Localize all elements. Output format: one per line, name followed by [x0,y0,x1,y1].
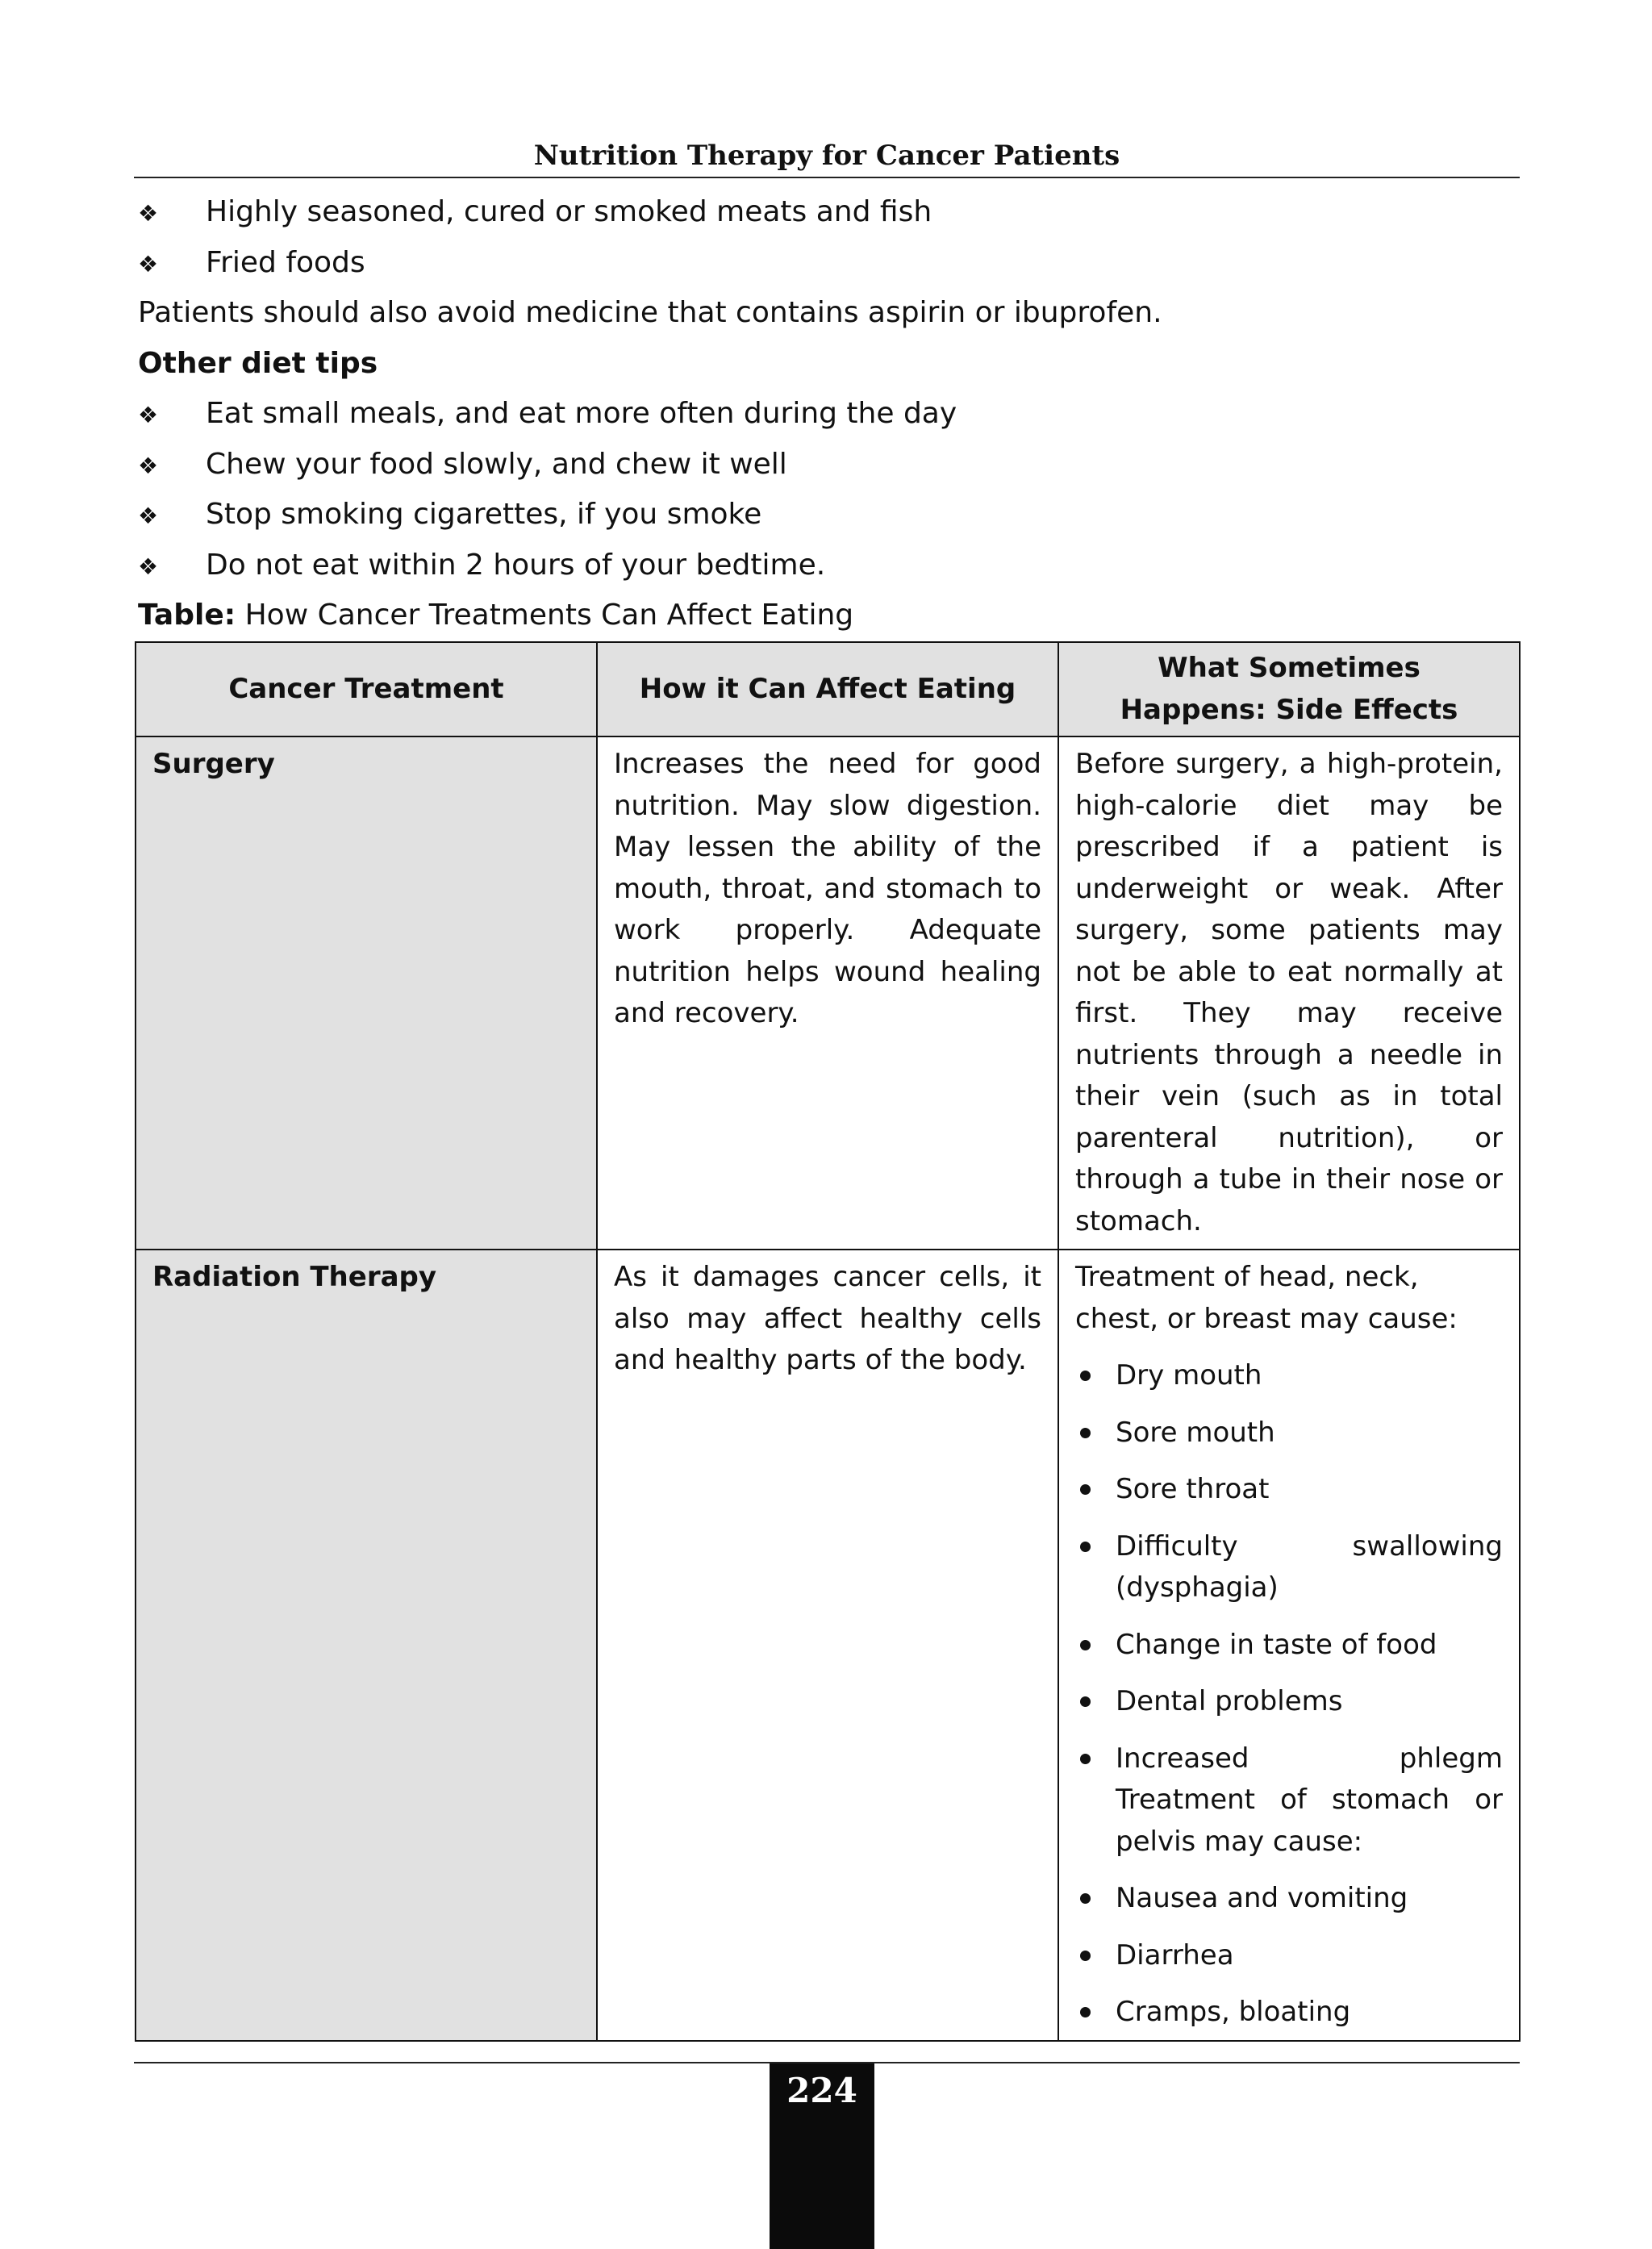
avoid-item [138,192,932,234]
tip-text: Chew your food slowly, and chew it well [206,448,787,481]
list-item-text: Dry mouth [1116,1359,1262,1392]
list-item-text: Change in taste of food [1116,1628,1437,1661]
bullet-dot-icon [1080,1640,1091,1650]
tip-item [138,494,761,536]
tip-item [138,444,787,486]
side-effects-list [1075,1355,1503,2034]
avoid-item-text: Highly seasoned, cured or smoked meats and fish [206,195,932,228]
list-item [1075,1412,1503,1454]
table-caption [138,595,853,636]
bullet-dot-icon [1080,1696,1091,1707]
bullet-dot-icon [1080,1484,1091,1495]
tip-item [138,545,825,587]
avoid-item-text: Fried foods [206,246,365,279]
bullet-dot-icon [1080,1371,1091,1381]
header-rule [134,177,1520,178]
treatments-table [135,641,1521,2042]
bullet-dot-icon [1080,1893,1091,1904]
list-item [1075,1935,1503,1977]
column-header [1058,642,1520,736]
bullet-dot-icon [1080,1428,1091,1438]
list-item-text: Sore throat [1116,1473,1270,1505]
avoid-item [138,243,365,285]
list-item-text: Nausea and vomiting [1116,1882,1408,1914]
treatment-cell: Radiation Therapy [136,1250,597,2041]
table-caption-label: Table: [138,599,236,632]
bullet-dot-icon [1080,2007,1091,2017]
tips-heading: Other diet tips [138,347,378,380]
list-item [1075,1625,1503,1667]
page-number-tab [770,2063,874,2249]
bullet-dot-icon [1080,1951,1091,1961]
side-effects-intro: Treatment of head, neck, chest, or breast may cause: [1075,1261,1458,1335]
tip-text: Stop smoking cigarettes, if you smoke [206,498,762,531]
tip-item [138,394,957,436]
effect-cell: Increases the need for good nutrition. May slow digestion. May lessen the ability of the mouth, throat, and stomach to work properly. Adequate nutrition helps wound healing and recovery. [597,736,1058,1250]
tip-text: Eat small meals, and eat more often during the day [206,397,957,430]
side-effects-cell [1058,1250,1520,2041]
list-item [1075,1992,1503,2034]
list-item-text: Dental problems [1116,1685,1343,1717]
table-row [136,1250,1520,2041]
diamond-bullet-icon: ❖ [138,251,159,277]
list-item-text: Sore mouth [1116,1416,1275,1449]
list-item [1075,1526,1503,1609]
side-effects-cell: Before surgery, a high-protein, high-calorie diet may be prescribed if a patient is underweight or weak. After surgery, some patients may not be able to eat normally at first. They may receive nutrients through a needle in their vein (such as in total parenteral nutrition), or through a tube in their nose or stomach. [1058,736,1520,1250]
treatment-cell: Surgery [136,736,597,1250]
column-header: Cancer Treatment [136,642,597,736]
list-item [1075,1469,1503,1511]
medicine-note: Patients should also avoid medicine that contains aspirin or ibuprofen. [138,296,1162,329]
page-number: 224 [786,2071,857,2110]
diamond-bullet-icon: ❖ [138,553,159,580]
list-item [1075,1355,1503,1397]
table-header-row [136,642,1520,736]
list-item-text: Diarrhea [1116,1938,1234,1972]
diamond-bullet-icon: ❖ [138,200,159,227]
column-header-text: What Sometimes Happens: Side Effects [1120,652,1458,726]
bullet-dot-icon [1080,1542,1091,1552]
table-row [136,736,1520,1250]
tip-text: Do not eat within 2 hours of your bedtime. [206,549,826,582]
list-item-text: Increased phlegm Treatment of stomach or pelvis may cause: [1116,1742,1503,1858]
list-item-text: Cramps, bloating [1116,1996,1351,2028]
list-item-text: Difficulty swallowing (dysphagia) [1116,1529,1503,1604]
list-item [1075,1878,1503,1920]
column-header: How it Can Affect Eating [597,642,1058,736]
diamond-bullet-icon: ❖ [138,402,159,428]
running-title: Nutrition Therapy for Cancer Patients [533,140,1120,172]
table-caption-text: How Cancer Treatments Can Affect Eating [244,599,854,632]
list-item [1075,1681,1503,1723]
diamond-bullet-icon: ❖ [138,503,159,529]
list-item [1075,1738,1503,1863]
effect-cell: As it damages cancer cells, it also may affect healthy cells and healthy parts of the body. [597,1250,1058,2041]
diamond-bullet-icon: ❖ [138,453,159,479]
bullet-dot-icon [1080,1754,1091,1764]
